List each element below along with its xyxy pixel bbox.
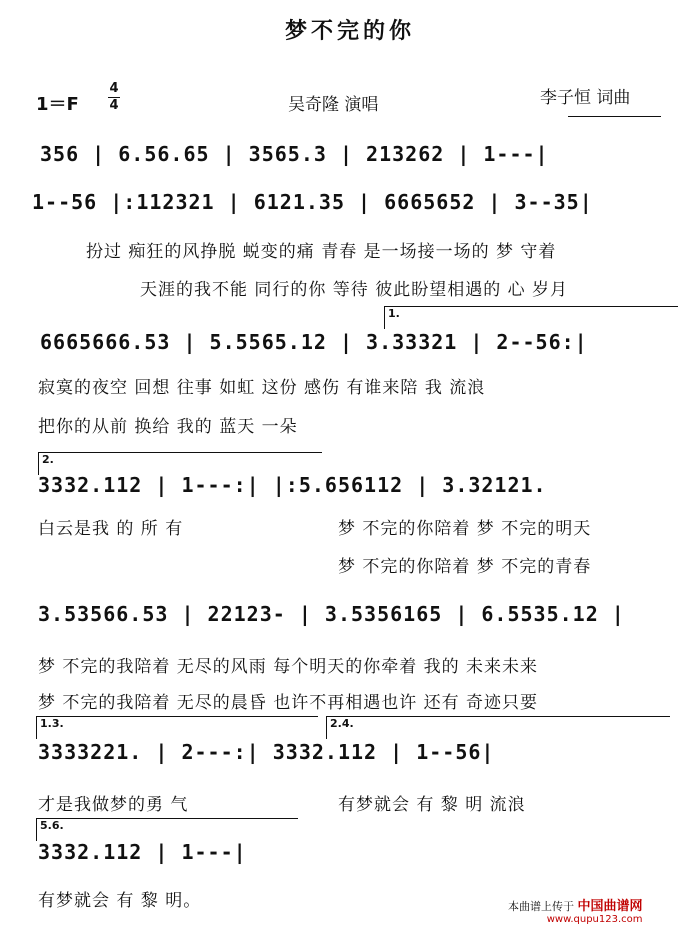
upload-text: 本曲谱上传于: [508, 900, 574, 913]
lyric-line-7: 梦 不完的我陪着 无尽的风雨 每个明天的你牵着 我的 未来未来: [38, 657, 539, 677]
time-signature-top: 4: [109, 81, 119, 96]
music-line-7: 3332.112 | 1---|: [38, 840, 247, 864]
volta-1-3: 1.3.: [36, 716, 318, 739]
volta-2-4: 2.4.: [326, 716, 670, 739]
song-title: 梦不完的你: [284, 19, 415, 44]
site-domain: www.qupu123.com: [546, 914, 643, 925]
lyric-line-5b: 梦 不完的你陪着 梦 不完的明天: [338, 519, 592, 539]
lyric-line-3: 寂寞的夜空 回想 往事 如虹 这份 感伤 有谁来陪 我 流浪: [38, 378, 486, 398]
site-brand: 中国曲谱网: [577, 899, 643, 914]
source-watermark: [508, 895, 643, 925]
lyric-line-10: 有梦就会 有 黎 明。: [38, 891, 202, 911]
volta-1: 1.: [384, 306, 678, 329]
lyric-line-9b: 有梦就会 有 黎 明 流浪: [338, 795, 526, 815]
tie-mark: [568, 116, 661, 127]
music-line-5: 3.53566.53 | 22123- | 3.5356165 | 6.5535.12 |: [38, 602, 625, 626]
music-line-2: 1--56 |:112321 | 6121.35 | 6665652 | 3--35|: [32, 190, 593, 214]
lyric-line-6: 梦 不完的你陪着 梦 不完的青春: [338, 557, 592, 577]
lyric-line-4: 把你的从前 换给 我的 蓝天 一朵: [38, 417, 298, 437]
time-signature-bottom: 4: [109, 98, 119, 113]
music-line-4: 3332.112 | 1---:| |:5.656112 | 3.32121.: [38, 473, 547, 497]
music-line-6: 3333221. | 2---:| 3332.112 | 1--56|: [38, 740, 495, 764]
lyric-line-8: 梦 不完的我陪着 无尽的晨昏 也许不再相遇也许 还有 奇迹只要: [38, 693, 539, 713]
volta-2: 2.: [38, 452, 322, 475]
lyric-line-2: 天涯的我不能 同行的你 等待 彼此盼望相遇的 心 岁月: [140, 280, 569, 300]
key-signature: 1＝F: [36, 94, 79, 115]
singer-credit: 吴奇隆 演唱: [288, 95, 379, 115]
volta-5-6: 5.6.: [36, 818, 298, 841]
lyric-line-5a: 白云是我 的 所 有: [38, 519, 184, 539]
time-signature: [108, 82, 120, 113]
author-credit: 李子恒 词曲: [540, 88, 631, 108]
music-line-1: 356 | 6.56.65 | 3565.3 | 213262 | 1---|: [40, 142, 549, 166]
music-line-3: 6665666.53 | 5.5565.12 | 3.33321 | 2--56:|: [40, 330, 588, 354]
lyric-line-9a: 才是我做梦的勇 气: [38, 795, 189, 815]
lyric-line-1: 扮过 痴狂的风挣脱 蜕变的痛 青春 是一场接一场的 梦 守着: [86, 242, 557, 262]
